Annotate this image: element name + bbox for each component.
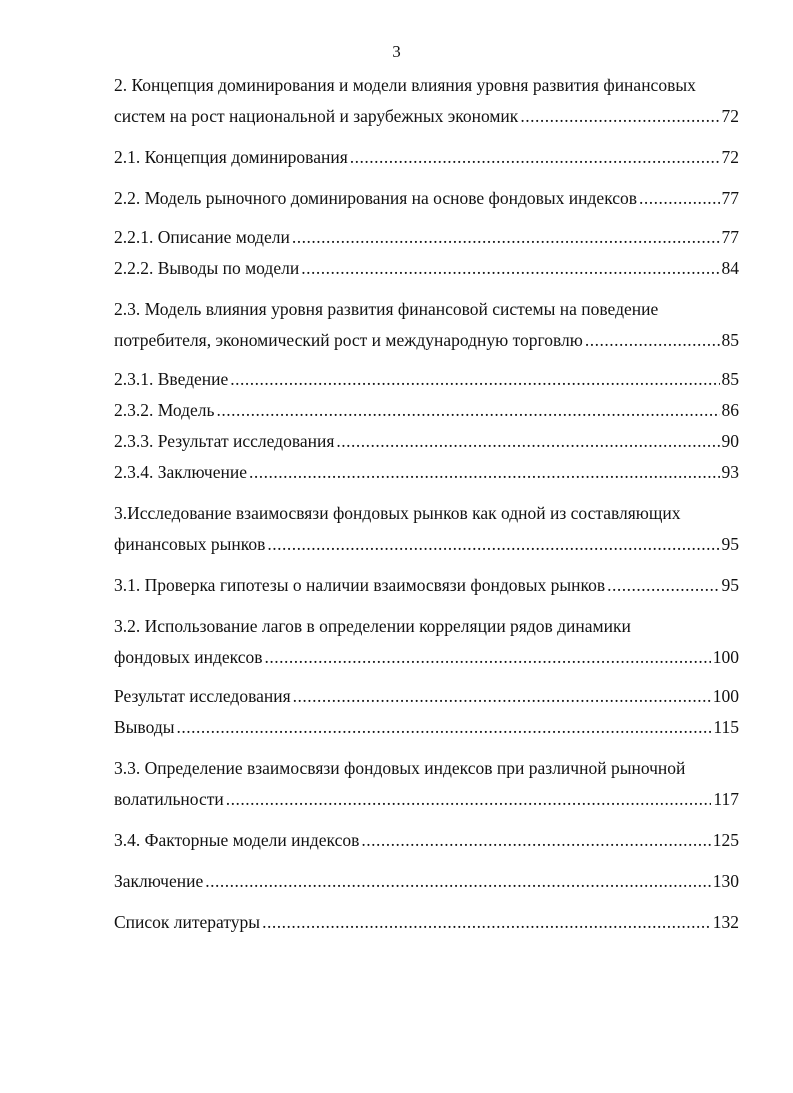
dot-leader	[350, 142, 720, 173]
dot-leader	[176, 712, 711, 743]
dot-leader	[520, 101, 719, 132]
toc-page-number: 130	[712, 871, 739, 891]
dot-leader	[293, 681, 711, 712]
toc-page-number: 132	[712, 912, 739, 932]
toc-page-number: 85	[721, 369, 739, 389]
toc-entry-title: 2.3.3. Результат исследования	[114, 431, 335, 451]
toc-page-number: 77	[721, 227, 739, 247]
toc-entry-3-3	[114, 753, 739, 815]
dot-leader	[262, 907, 711, 938]
toc-entry-title: 2.2.1. Описание модели	[114, 227, 290, 247]
dot-leader	[226, 784, 712, 815]
toc-page-number: 125	[712, 830, 739, 850]
dot-leader	[205, 866, 711, 897]
toc-entry-title: Выводы	[114, 717, 175, 737]
toc-entry-title: Список литературы	[114, 912, 261, 932]
toc-entry-title: волатильности	[114, 789, 224, 809]
toc-entry-title: 2.3.4. Заключение	[114, 462, 247, 482]
toc-page-number: 117	[713, 789, 739, 809]
dot-leader	[217, 395, 720, 426]
dot-leader	[292, 222, 720, 253]
toc-page-number: 72	[721, 147, 739, 167]
toc-entry-results	[114, 681, 739, 712]
toc-entry-conclusions	[114, 712, 739, 743]
dot-leader	[639, 183, 719, 214]
dot-leader	[267, 529, 719, 560]
toc-entry-title: 2.2.2. Выводы по модели	[114, 258, 300, 278]
toc-entry-title: 3.4. Факторные модели индексов	[114, 830, 360, 850]
dot-leader	[249, 457, 720, 488]
toc-page-number: 72	[721, 106, 739, 126]
toc-entry-2-3	[114, 294, 739, 356]
toc-page-number: 90	[721, 431, 739, 451]
table-of-contents	[114, 70, 739, 938]
dot-leader	[336, 426, 719, 457]
toc-page-number: 100	[712, 647, 739, 667]
toc-entry-3-4	[114, 825, 739, 856]
toc-page-number: 95	[721, 534, 739, 554]
toc-page-number: 93	[721, 462, 739, 482]
toc-entry-title: финансовых рынков	[114, 534, 266, 554]
toc-entry-conclusion	[114, 866, 739, 897]
toc-page-number: 85	[721, 330, 739, 350]
dot-leader	[230, 364, 719, 395]
toc-entry-2-3-1	[114, 364, 739, 395]
toc-entry-2-1	[114, 142, 739, 173]
toc-entry-title: систем на рост национальной и зарубежных экономик	[114, 106, 519, 126]
dot-leader	[301, 253, 719, 284]
toc-page-number: 95	[721, 575, 739, 595]
toc-entry-title-line1: 3.2. Использование лагов в определении корреляции рядов динамики	[114, 616, 631, 636]
toc-entry-title: Результат исследования	[114, 686, 291, 706]
dot-leader	[265, 642, 711, 673]
toc-entry-title: 2.3.2. Модель	[114, 400, 215, 420]
toc-page-number: 100	[712, 686, 739, 706]
dot-leader	[607, 570, 719, 601]
toc-page-number: 77	[721, 188, 739, 208]
toc-entry-title: потребителя, экономический рост и международную торговлю	[114, 330, 583, 350]
toc-entry-2-3-2	[114, 395, 739, 426]
toc-entry-title-line1: 2. Концепция доминирования и модели влияния уровня развития финансовых	[114, 75, 696, 95]
toc-page-number: 86	[721, 400, 739, 420]
toc-entry-2-3-4	[114, 457, 739, 488]
toc-entry-title: фондовых индексов	[114, 647, 263, 667]
toc-entry-title: Заключение	[114, 871, 204, 891]
toc-entry-title: 3.1. Проверка гипотезы о наличии взаимосвязи фондовых рынков	[114, 575, 606, 595]
toc-entry-title-line1: 2.3. Модель влияния уровня развития финансовой системы на поведение	[114, 299, 659, 319]
toc-entry-title: 2.2. Модель рыночного доминирования на основе фондовых индексов	[114, 188, 638, 208]
toc-entry-2-2-1	[114, 222, 739, 253]
toc-entry-3-1	[114, 570, 739, 601]
toc-entry-2-2	[114, 183, 739, 214]
dot-leader	[361, 825, 710, 856]
toc-page-number: 84	[721, 258, 739, 278]
page-number: 3	[392, 42, 401, 61]
dot-leader	[585, 325, 720, 356]
toc-entry-2	[114, 70, 739, 132]
toc-page-number: 115	[713, 717, 739, 737]
toc-entry-3	[114, 498, 739, 560]
toc-entry-title: 2.3.1. Введение	[114, 369, 229, 389]
toc-entry-2-3-3	[114, 426, 739, 457]
toc-entry-title-line1: 3.3. Определение взаимосвязи фондовых индексов при различной рыночной	[114, 758, 686, 778]
toc-entry-bibliography	[114, 907, 739, 938]
toc-entry-title: 2.1. Концепция доминирования	[114, 147, 348, 167]
toc-entry-2-2-2	[114, 253, 739, 284]
toc-entry-3-2	[114, 611, 739, 673]
toc-entry-title-line1: 3.Исследование взаимосвязи фондовых рынков как одной из составляющих	[114, 503, 681, 523]
